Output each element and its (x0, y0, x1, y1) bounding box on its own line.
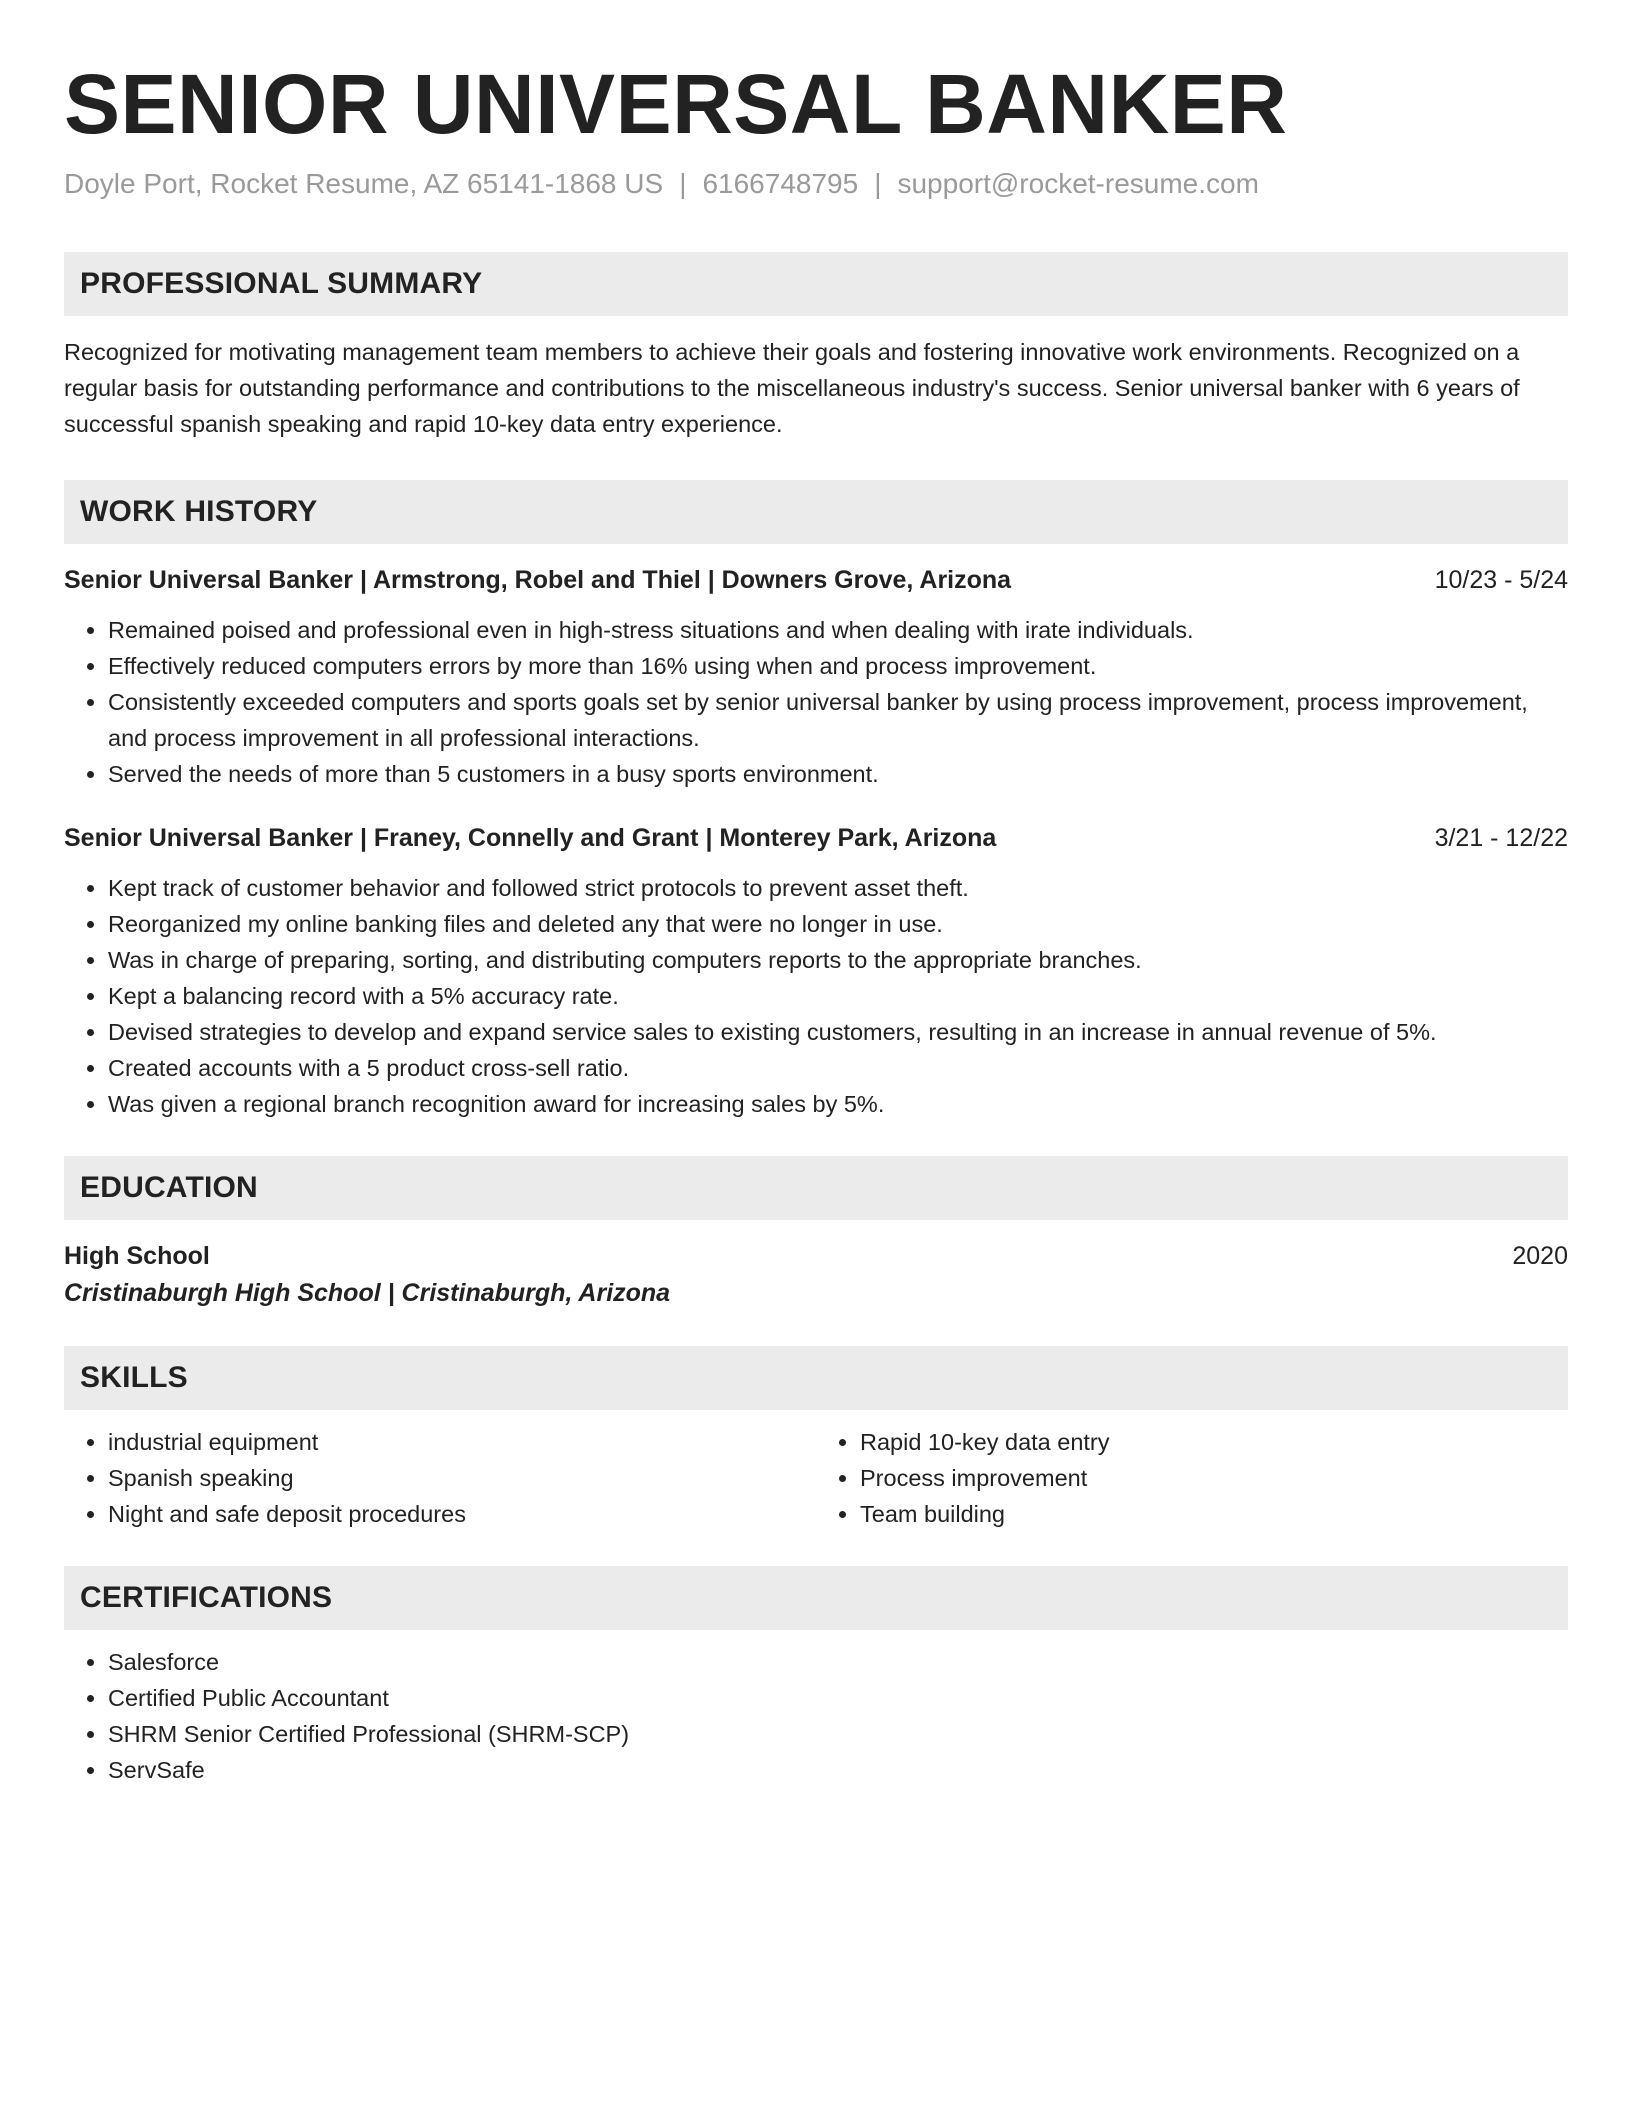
job-bullet: • Created accounts with a 5 product cross-sell ratio. (108, 1050, 1568, 1086)
job-entry (64, 820, 1568, 1122)
job-bullets (64, 870, 1568, 1122)
job-bullet: • Effectively reduced computers errors by more than 16% using when and process improvement. (108, 648, 1568, 684)
skill-item: • Team building (860, 1496, 1568, 1532)
skills-grid (64, 1424, 1568, 1532)
skill-item: • industrial equipment (108, 1424, 816, 1460)
job-entry (64, 562, 1568, 792)
job-bullet: • Was in charge of preparing, sorting, and distributing computers reports to the appropriate branches. (108, 942, 1568, 978)
certification-item: • SHRM Senior Certified Professional (SHRM-SCP) (108, 1716, 1568, 1752)
education-school: Cristinaburgh High School | Cristinaburgh, Arizona (64, 1279, 671, 1307)
section-header-summary (64, 252, 1568, 316)
education-header (64, 1238, 1568, 1274)
skill-item: • Spanish speaking (108, 1460, 816, 1496)
section-header-certifications (64, 1566, 1568, 1630)
section-title-summary: PROFESSIONAL SUMMARY (80, 267, 483, 300)
education-year: 2020 (1512, 1242, 1568, 1270)
section-header-skills (64, 1346, 1568, 1410)
job-bullet: • Kept a balancing record with a 5% accuracy rate. (108, 978, 1568, 1014)
contact-email[interactable]: support@rocket-resume.com (897, 168, 1259, 199)
candidate-name: SENIOR UNIVERSAL BANKER (64, 57, 1288, 151)
job-dates: 3/21 - 12/22 (1434, 824, 1568, 852)
section-title-education: EDUCATION (80, 1171, 258, 1204)
job-bullet: • Was given a regional branch recognition award for increasing sales by 5%. (108, 1086, 1568, 1122)
skill-item: • Process improvement (860, 1460, 1568, 1496)
job-bullet: • Kept track of customer behavior and followed strict protocols to prevent asset theft. (108, 870, 1568, 906)
certification-item: • ServSafe (108, 1752, 1568, 1788)
job-bullet: • Devised strategies to develop and expand service sales to existing customers, resulting in an increase in annual revenue of 5%. (108, 1014, 1568, 1050)
contact-separator: | (874, 168, 882, 199)
contact-phone: 6166748795 (702, 168, 859, 199)
certifications-list (64, 1644, 1568, 1788)
skill-item: • Rapid 10-key data entry (860, 1424, 1568, 1460)
summary-text: Recognized for motivating management team members to achieve their goals and fostering innovative work environments. Recognized on a regular basis for outstanding performance and contributions to the miscellaneous industry's success. Senior universal banker with 6 years of successful spanish speaking and rapid 10-key data entry experience. (64, 339, 1520, 437)
section-title-skills: SKILLS (80, 1361, 188, 1394)
contact-separator: | (679, 168, 687, 199)
job-bullet: • Served the needs of more than 5 customers in a busy sports environment. (108, 756, 1568, 792)
section-title-certifications: CERTIFICATIONS (80, 1581, 333, 1614)
skill-item: • Night and safe deposit procedures (108, 1496, 816, 1532)
job-header (64, 820, 1568, 856)
skills-column-left (64, 1424, 816, 1532)
job-bullets (64, 612, 1568, 792)
job-header (64, 562, 1568, 598)
job-bullet: • Reorganized my online banking files and deleted any that were no longer in use. (108, 906, 1568, 942)
contact-line (64, 166, 1568, 202)
skills-column-right (816, 1424, 1568, 1532)
contact-address: Doyle Port, Rocket Resume, AZ 65141-1868 US (64, 168, 664, 199)
section-header-education (64, 1156, 1568, 1220)
job-title: Senior Universal Banker | Armstrong, Robel and Thiel | Downers Grove, Arizona (64, 566, 1012, 594)
job-bullet: • Consistently exceeded computers and sports goals set by senior universal banker by using process improvement, process improvement, and process improvement in all professional interactions. (108, 684, 1568, 756)
section-title-work: WORK HISTORY (80, 495, 318, 528)
job-bullet: • Remained poised and professional even in high-stress situations and when dealing with irate individuals. (108, 612, 1568, 648)
job-dates: 10/23 - 5/24 (1434, 566, 1568, 594)
job-title: Senior Universal Banker | Franey, Connelly and Grant | Monterey Park, Arizona (64, 824, 997, 852)
section-header-work (64, 480, 1568, 544)
certification-item: • Salesforce (108, 1644, 1568, 1680)
education-entry (64, 1238, 1568, 1312)
education-degree: High School (64, 1242, 210, 1270)
certification-item: • Certified Public Accountant (108, 1680, 1568, 1716)
